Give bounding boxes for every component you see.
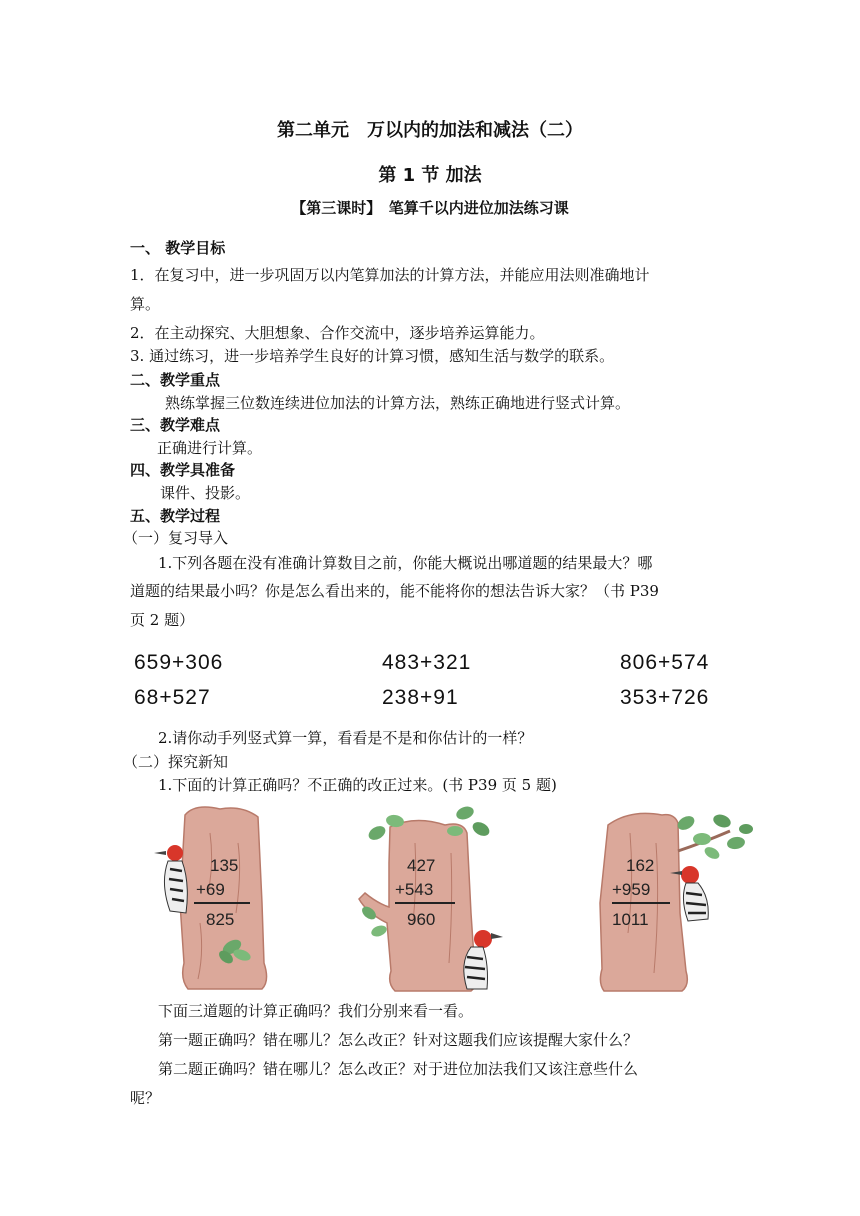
woodpecker-tree-illustration bbox=[355, 803, 515, 993]
section-title: 第 1 节 加法 bbox=[378, 165, 482, 186]
paragraph-2: 第一题正确吗？错在哪儿？怎么改正？针对这题我们应该提醒大家什么？ bbox=[158, 1031, 639, 1049]
expression: 483+321 bbox=[382, 651, 472, 674]
paragraph-3-line-1: 第二题正确吗？错在哪儿？怎么改正？对于进位加法我们又该注意些什么 bbox=[158, 1060, 639, 1078]
calc-bottom: +543 bbox=[395, 880, 434, 899]
calc-bottom: +69 bbox=[196, 880, 225, 899]
goal-1-line-1: 1．在复习中，进一步巩固万以内笔算加法的计算方法，并能应用法则准确地计 bbox=[130, 266, 650, 284]
calc-result: 960 bbox=[407, 910, 436, 929]
unit-title: 第二单元 万以内的加法和减法（二） bbox=[277, 120, 583, 141]
key-points-heading: 二、教学重点 bbox=[130, 371, 221, 389]
question-1-line-2: 道题的结果最小吗？你是怎么看出来的，能不能将你的想法告诉大家？（书 P39 bbox=[130, 582, 659, 600]
calc-top: 427 bbox=[407, 856, 436, 875]
paragraph-1: 下面三道题的计算正确吗？我们分别来看一看。 bbox=[158, 1002, 474, 1020]
calc-top: 162 bbox=[626, 856, 655, 875]
goal-1-line-2: 算。 bbox=[130, 295, 161, 313]
question-1-line-1: 1.下列各题在没有准确计算数目之前，你能大概说出哪道题的结果最大？哪 bbox=[158, 554, 653, 572]
calc-top: 135 bbox=[210, 856, 239, 875]
difficulties-text: 正确进行计算。 bbox=[157, 439, 263, 457]
woodpecker-tree-illustration bbox=[590, 803, 755, 993]
lesson-title: 【第三课时】 笔算千以内进位加法练习课 bbox=[291, 199, 569, 217]
materials-heading: 四、教学具准备 bbox=[130, 461, 236, 479]
question-1-line-3: 页 2 题） bbox=[130, 611, 195, 629]
exercise-1: 1.下面的计算正确吗？不正确的改正过来。(书 P39 页 5 题) bbox=[158, 776, 557, 794]
woodpecker-tree-illustration bbox=[150, 803, 280, 993]
expression: 806+574 bbox=[620, 651, 710, 674]
materials-text: 课件、投影。 bbox=[160, 484, 251, 502]
difficulties-heading: 三、教学难点 bbox=[130, 416, 221, 434]
process-heading: 五、教学过程 bbox=[130, 507, 221, 525]
expression: 68+527 bbox=[134, 686, 211, 709]
goal-2: 2．在主动探究、大胆想象、合作交流中，逐步培养运算能力。 bbox=[130, 324, 545, 342]
expression: 353+726 bbox=[620, 686, 710, 709]
explore-heading: （二）探究新知 bbox=[123, 753, 229, 771]
goal-3: 3. 通过练习，进一步培养学生良好的计算习惯，感知生活与数学的联系。 bbox=[130, 347, 615, 365]
calc-bottom: +959 bbox=[612, 880, 651, 899]
question-2: 2.请你动手列竖式算一算，看看是不是和你估计的一样？ bbox=[158, 729, 533, 747]
goals-heading: 一、 教学目标 bbox=[130, 239, 226, 257]
calc-result: 1011 bbox=[612, 910, 649, 929]
review-heading: （一）复习导入 bbox=[123, 529, 229, 547]
expression: 659+306 bbox=[134, 651, 224, 674]
key-points-text: 熟练掌握三位数连续进位加法的计算方法，熟练正确地进行竖式计算。 bbox=[165, 394, 631, 412]
expression: 238+91 bbox=[382, 686, 459, 709]
calc-result: 825 bbox=[206, 910, 235, 929]
paragraph-3-line-2: 呢？ bbox=[130, 1089, 161, 1107]
